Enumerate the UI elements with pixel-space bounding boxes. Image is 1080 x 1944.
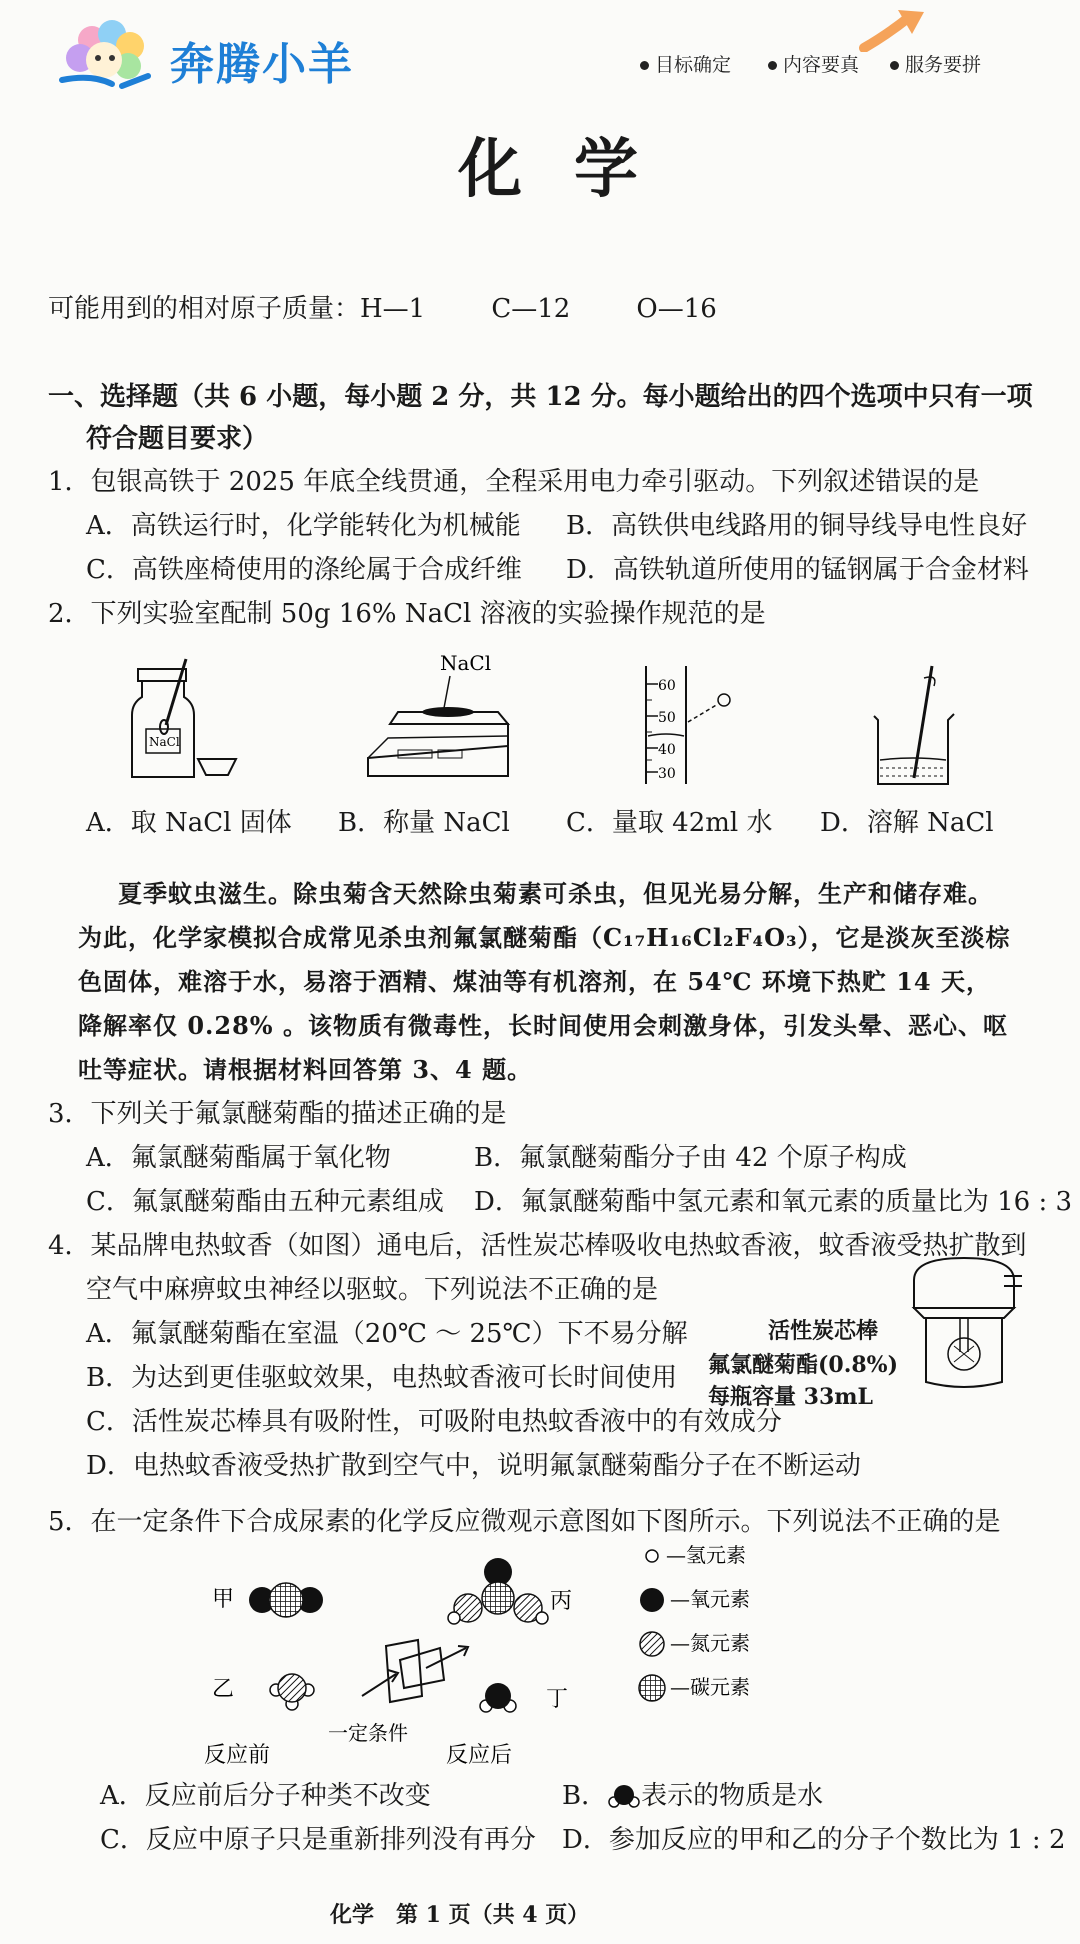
q1-option-c: C．高铁座椅使用的涤纶属于合成纤维 (86, 555, 522, 585)
q2-option-d: D．溶解 NaCl (820, 808, 994, 838)
q3-stem: 3．下列关于氟氯醚菊酯的描述正确的是 (48, 1099, 507, 1129)
label-jia: 甲 (212, 1587, 235, 1612)
figure-beaker-stirring (868, 660, 978, 794)
q2-option-c: C．量取 42ml 水 (566, 808, 773, 838)
svg-text:乙: 乙 (212, 1677, 235, 1702)
material-line-1: 夏季蚊虫滋生。除虫菊含天然除虫菊素可杀虫，但见光易分解，生产和储存难。 (118, 879, 993, 908)
q5-option-b: B． 表示的物质是水 (562, 1781, 824, 1811)
q3-option-a: A．氟氯醚菊酯属于氧化物 (86, 1143, 391, 1173)
page-footer: 化学 第 1 页（共 4 页） (330, 1902, 590, 1928)
page-title: 化学 (458, 132, 690, 207)
section1-heading-cont: 符合题目要求） (86, 424, 269, 454)
svg-text:反应前: 反应前 (204, 1743, 271, 1766)
figure-reagent-bottle (128, 655, 248, 789)
svg-text:60: 60 (658, 678, 676, 694)
material-line-2: 为此，化学家模拟合成常见杀虫剂氟氯醚菊酯（C₁₇H₁₆Cl₂F₄O₃），它是淡灰至淡棕 (78, 923, 1011, 952)
q4-option-a: A．氟氯醚菊酯在室温（20℃ ～ 25℃）下不易分解 (86, 1319, 688, 1349)
header-tag-2: 内容要真 (768, 50, 859, 77)
q5-option-d: D．参加反应的甲和乙的分子个数比为 1 : 2 (562, 1825, 1066, 1855)
header-tag-1: 目标确定 (640, 50, 731, 77)
legend-nitrogen: —氮元素 (670, 1631, 750, 1655)
material-line-5: 吐等症状。请根据材料回答第 3、4 题。 (78, 1055, 533, 1084)
q1-stem: 1．包银高铁于 2025 年底全线贯通，全程采用电力牵引驱动。下列叙述错误的是 (48, 467, 980, 497)
figure-reaction-diagram (200, 1556, 620, 1770)
q2-option-b: B．称量 NaCl (338, 808, 510, 838)
water-molecule-icon (607, 1784, 641, 1810)
q1-option-b: B．高铁供电线路用的铜导线导电性良好 (566, 511, 1028, 541)
arrow-decoration-icon (858, 4, 928, 56)
q4-option-d: D．电热蚊香液受热扩散到空气中，说明氟氯醚菊酯分子在不断运动 (86, 1451, 861, 1481)
q5-stem: 5．在一定条件下合成尿素的化学反应微观示意图如下图所示。下列说法不正确的是 (48, 1507, 1001, 1537)
brand-logo (52, 14, 158, 94)
legend-carbon: —碳元素 (670, 1675, 750, 1699)
q5-option-a: A．反应前后分子种类不改变 (100, 1781, 431, 1811)
q4-option-b: B．为达到更佳驱蚊效果，电热蚊香液可长时间使用 (86, 1363, 678, 1393)
legend-oxygen: —氧元素 (670, 1587, 750, 1611)
svg-text:50: 50 (658, 710, 676, 726)
svg-text:一定条件: 一定条件 (328, 1721, 408, 1745)
q1-option-a: A．高铁运行时，化学能转化为机械能 (86, 511, 521, 541)
svg-text:30: 30 (658, 766, 676, 782)
svg-text:40: 40 (658, 742, 676, 758)
svg-text:丁: 丁 (546, 1687, 569, 1712)
q4-stem-cont: 空气中麻痹蚊虫神经以驱蚊。下列说法不正确的是 (86, 1275, 659, 1305)
section1-heading: 一、选择题（共 6 小题，每小题 2 分，共 12 分。每小题给出的四个选项中只有一项 (48, 382, 1033, 412)
sheep-logo-icon (52, 14, 158, 94)
q4-figure-label-2: 氟氯醚菊酯(0.8%) (708, 1352, 898, 1378)
svg-text:丙: 丙 (550, 1589, 573, 1614)
atomic-masses: 可能用到的相对原子质量：H—1 C—12 O—16 (48, 294, 717, 324)
q2-stem: 2．下列实验室配制 50g 16% NaCl 溶液的实验操作规范的是 (48, 599, 766, 629)
svg-text:NaCl: NaCl (149, 735, 180, 749)
q4-stem: 4．某品牌电热蚊香（如图）通电后，活性炭芯棒吸收电热蚊香液，蚊香液受热扩散到 (48, 1231, 1027, 1261)
figure-mosquito-repellent (904, 1256, 1024, 1400)
q3-option-d: D．氟氯醚菊酯中氢元素和氧元素的质量比为 16 : 3 (474, 1187, 1073, 1217)
brand-name: 奔腾小羊 (170, 39, 354, 90)
q2-option-a: A．取 NaCl 固体 (86, 808, 292, 838)
q4-option-c: C．活性炭芯棒具有吸附性，可吸附电热蚊香液中的有效成分 (86, 1407, 782, 1437)
q1-option-d: D．高铁轨道所使用的锰钢属于合金材料 (566, 555, 1029, 585)
q4-figure-label-1: 活性炭芯棒 (768, 1318, 879, 1344)
svg-text:反应后: 反应后 (446, 1743, 513, 1766)
svg-text:NaCl: NaCl (440, 651, 492, 675)
legend-hydrogen: —氢元素 (666, 1543, 746, 1567)
figure-electronic-balance (358, 650, 518, 794)
q5-option-c: C．反应中原子只是重新排列没有再分 (100, 1825, 536, 1855)
material-line-4: 降解率仅 0.28% 。该物质有微毒性，长时间使用会刺激身体，引发头晕、恶心、呕 (78, 1011, 1008, 1040)
q4-figure-label-3: 每瓶容量 33mL (708, 1384, 874, 1410)
material-line-3: 色固体，难溶于水，易溶于酒精、煤油等有机溶剂，在 54℃ 环境下热贮 14 天， (78, 967, 991, 996)
figure-graduated-cylinder (636, 660, 746, 794)
q3-option-c: C．氟氯醚菊酯由五种元素组成 (86, 1187, 444, 1217)
header-tag-3: 服务要拼 (890, 50, 981, 77)
reaction-legend (630, 1540, 770, 1714)
q3-option-b: B．氟氯醚菊酯分子由 42 个原子构成 (474, 1143, 907, 1173)
